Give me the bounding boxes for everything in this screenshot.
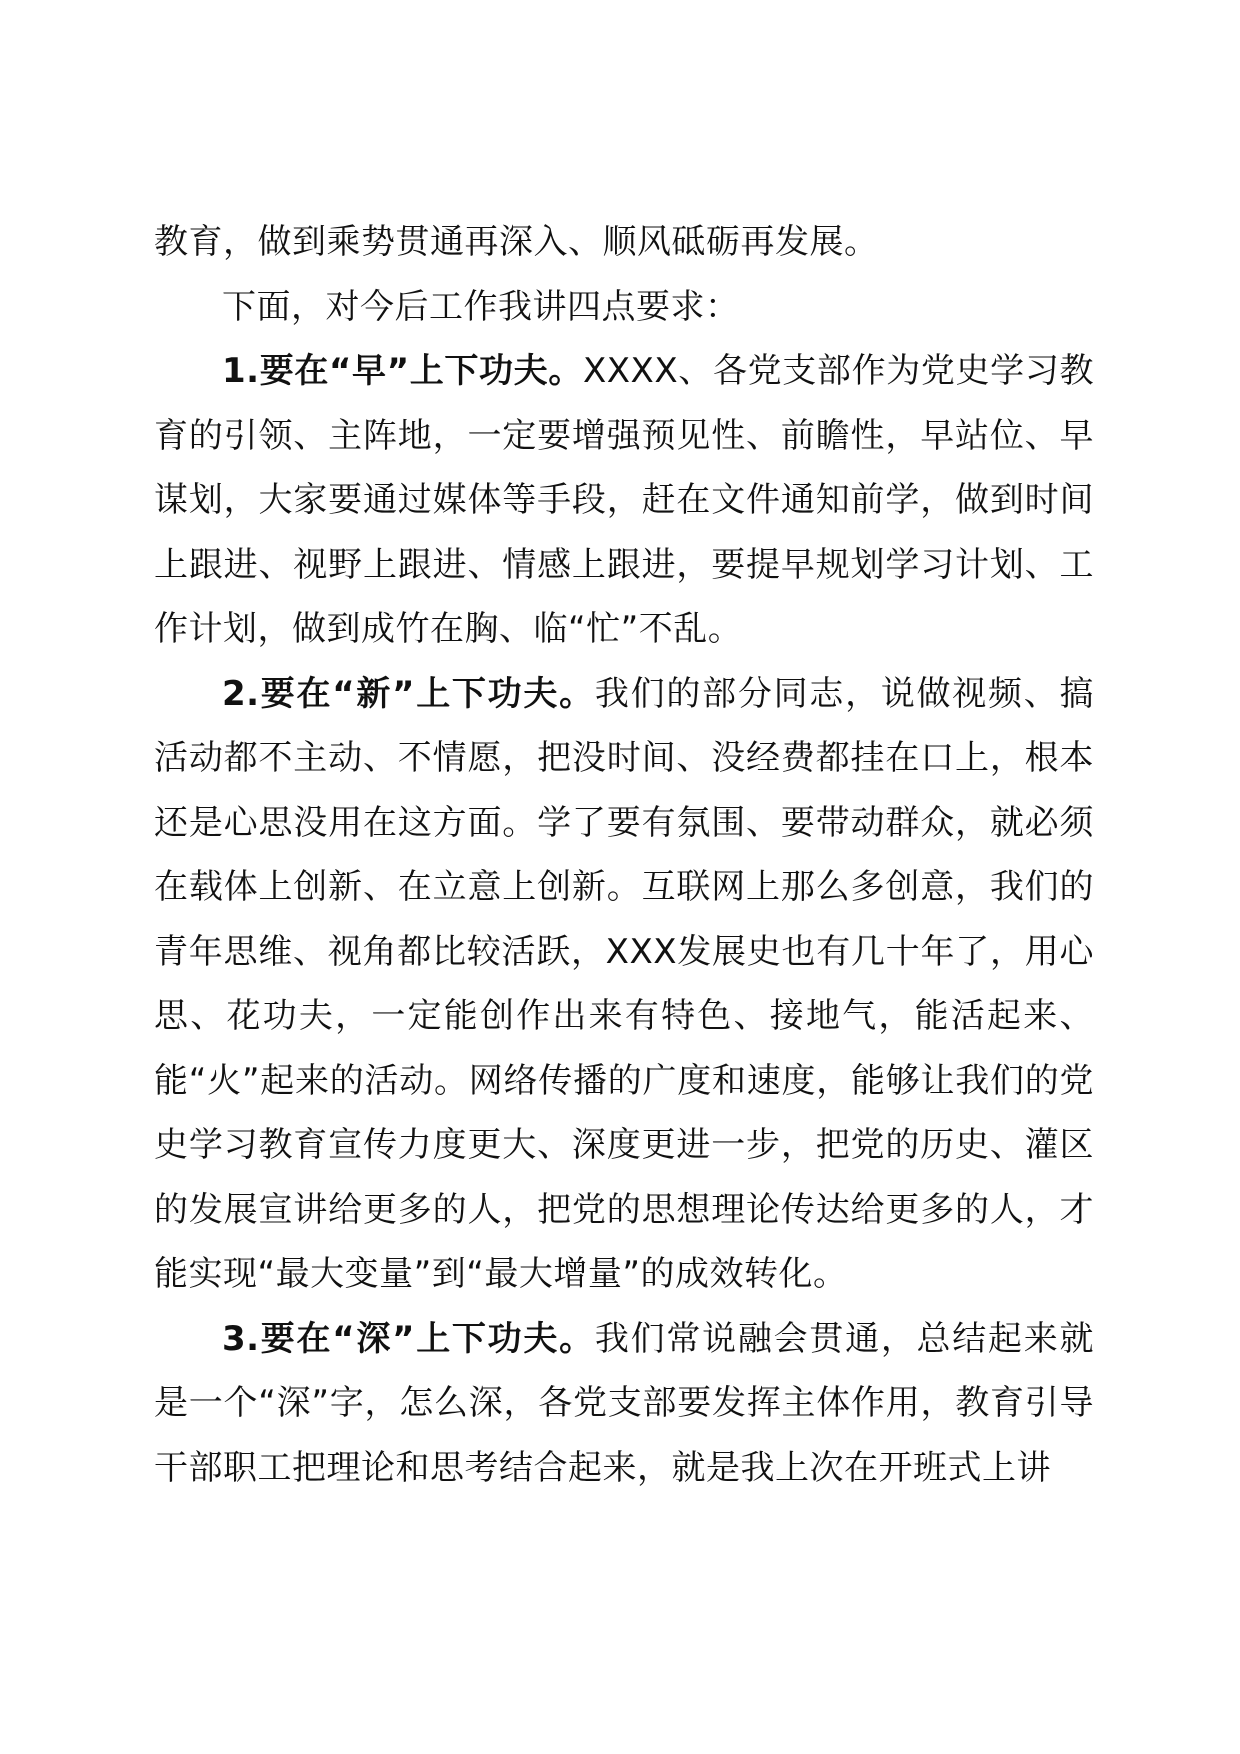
paragraph-intro bbox=[154, 275, 1094, 340]
requirement-heading: 3.要在“深”上下功夫。 bbox=[222, 1318, 595, 1359]
document-body bbox=[154, 210, 1094, 1500]
paragraph-requirement-2 bbox=[154, 662, 1094, 1307]
paragraph-text: 下面，对今后工作我讲四点要求： bbox=[222, 286, 740, 327]
paragraph-requirement-3 bbox=[154, 1307, 1094, 1501]
requirement-heading: 2.要在“新”上下功夫。 bbox=[222, 673, 595, 714]
requirement-heading: 1.要在“早”上下功夫。 bbox=[222, 351, 583, 391]
paragraph-text: 我们常说融会贯通，总结起来就是一个“深”字，怎么深，各党支部要发挥主体作用，教育引导干部职工把理论和思考结合起来，就是我上次在开班式上讲 bbox=[154, 1318, 1095, 1488]
paragraph-text: 我们的部分同志，说做视频、搞活动都不主动、不情愿，把没时间、没经费都挂在口上，根本还是心思没用在这方面。学了要有氛围、要带动群众，就必须在载体上创新、在立意上创新。互联网上那么多创意，我们的青年思维、视角都比较活跃，XXX发展史也有几十年了，用心思、花功夫，一定能创作出来有特色、接地气，能活起来、能“火”起来的活动。网络传播的广度和速度，能够让我们的党史学习教育宣传力度更大、深度更进一步，把党的历史、灌区的发展宣讲给更多的人，把党的思想理论传达给更多的人，才能实现“最大变量”到“最大增量”的成效转化。 bbox=[154, 673, 1095, 1294]
paragraph-text: XXXX、各党支部作为党史学习教育的引领、主阵地，一定要增强预见性、前瞻性，早站位、早谋划，大家要通过媒体等手段，赶在文件通知前学，做到时间上跟进、视野上跟进、情感上跟进，要提早规划学习计划、工作计划，做到成竹在胸、临“忙”不乱。 bbox=[154, 351, 1094, 649]
paragraph-continuation bbox=[154, 210, 1094, 275]
paragraph-text: 教育，做到乘势贯通再深入、顺风砥砺再发展。 bbox=[154, 222, 879, 262]
paragraph-requirement-1 bbox=[154, 339, 1094, 662]
